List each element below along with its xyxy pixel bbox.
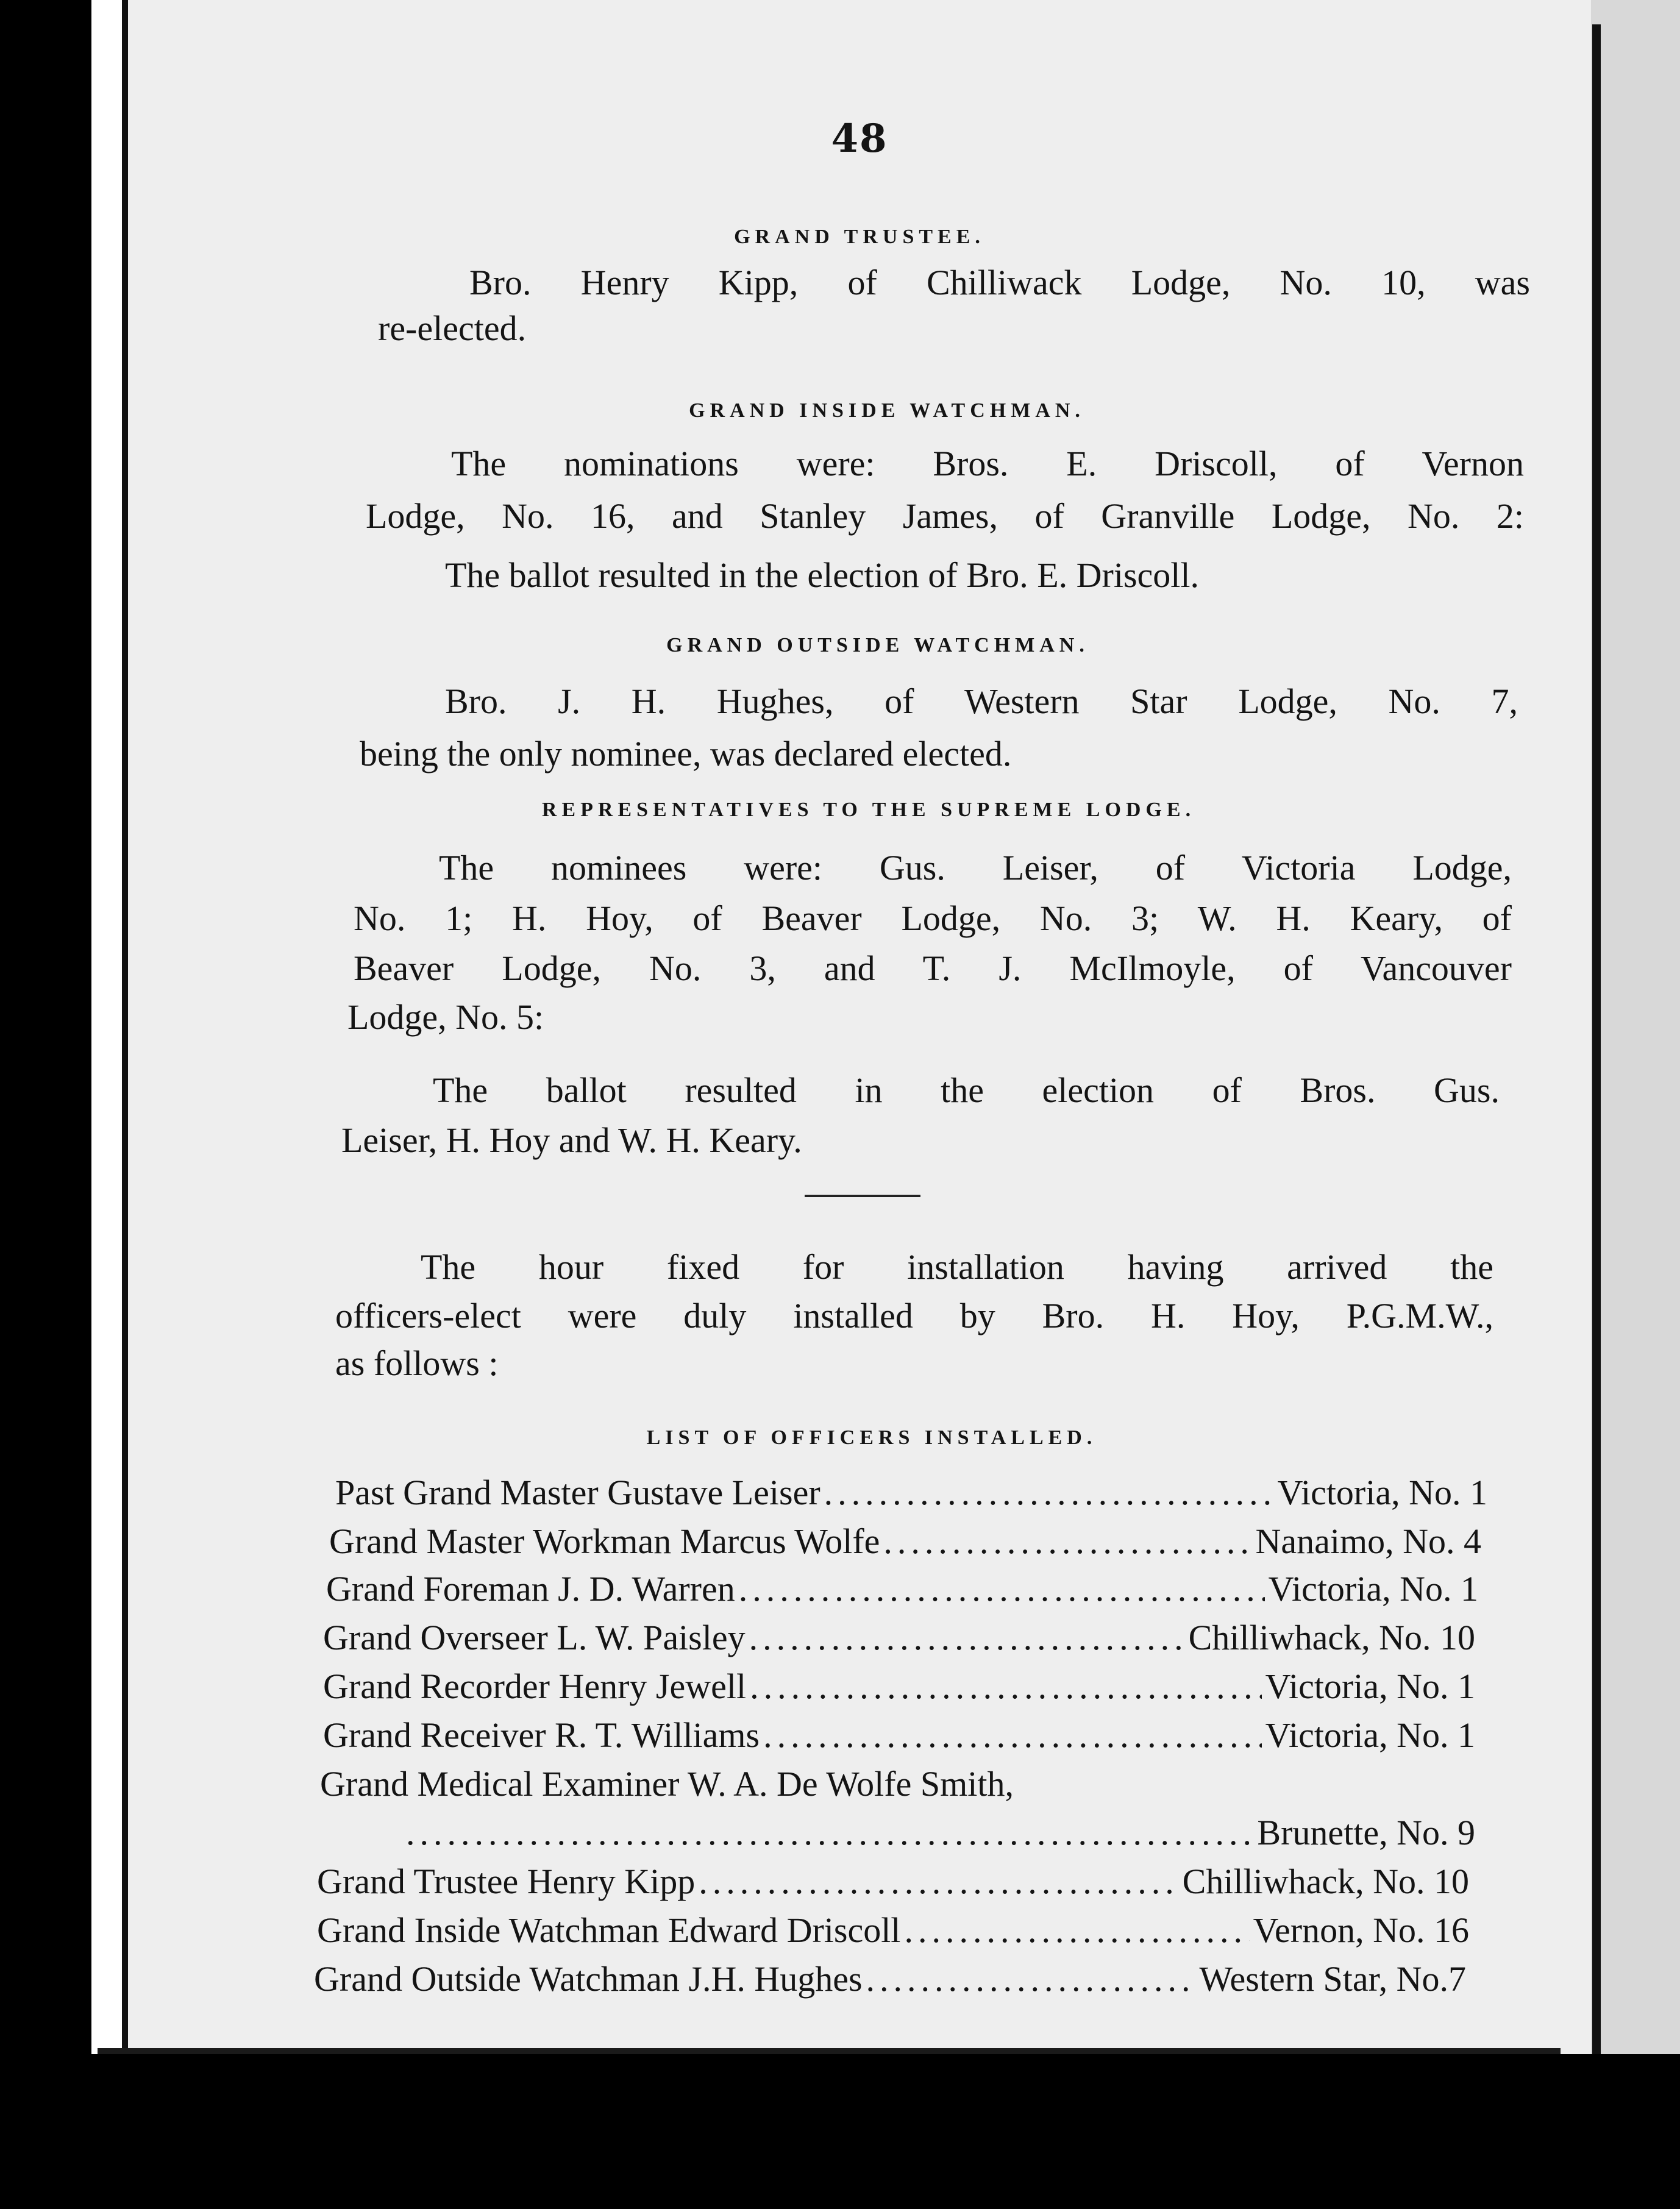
officer-name: Grand Outside Watchman J.H. Hughes <box>314 1959 863 1999</box>
officer-lodge: Victoria, No. 1 <box>1265 1667 1475 1706</box>
officer-lodge: Victoria, No. 1 <box>1268 1569 1478 1609</box>
section-separator <box>805 1195 920 1197</box>
officer-row-continuation <box>402 1809 1475 1857</box>
paragraph-line: The nominations were: Bros. E. Driscoll, of Vernon <box>451 444 1524 483</box>
officer-name: Grand Foreman J. D. Warren <box>326 1569 735 1609</box>
officer-name: Grand Overseer L. W. Paisley <box>323 1618 746 1657</box>
officer-name: Grand Receiver R. T. Williams <box>323 1715 760 1755</box>
officer-name: Grand Medical Examiner W. A. De Wolfe Smith, <box>320 1764 1014 1804</box>
paragraph-line: re-elected. <box>378 308 527 348</box>
officer-row <box>329 1518 1481 1565</box>
scan-left-border <box>0 0 91 2209</box>
heading-grand-trustee: GRAND TRUSTEE. <box>734 226 985 248</box>
heading-officers-installed: LIST OF OFFICERS INSTALLED. <box>646 1426 1097 1449</box>
paragraph-line: Bro. Henry Kipp, of Chilliwack Lodge, No. 10, was <box>469 263 1530 302</box>
scan-bottom-border <box>0 2054 1680 2209</box>
paragraph-line: Beaver Lodge, No. 3, and T. J. McIlmoyle, of Vancouver <box>354 948 1512 988</box>
scan-left-rule <box>91 0 106 2209</box>
paragraph-line: as follows : <box>335 1343 499 1383</box>
officer-name: Grand Recorder Henry Jewell <box>323 1667 747 1706</box>
officer-row <box>320 1760 1387 1808</box>
paragraph-line: officers-elect were duly installed by Bro. H. Hoy, P.G.M.W., <box>335 1296 1493 1336</box>
officer-name: Grand Trustee Henry Kipp <box>317 1862 696 1901</box>
paragraph-line: No. 1; H. Hoy, of Beaver Lodge, No. 3; W. H. Keary, of <box>354 898 1512 938</box>
paragraph-line: being the only nominee, was declared elected. <box>360 734 1012 774</box>
officer-lodge: Nanaimo, No. 4 <box>1255 1521 1481 1561</box>
officer-lodge: Western Star, No.7 <box>1199 1959 1466 1999</box>
leader-dots <box>699 1858 1178 1905</box>
officer-lodge: Chilliwhack, No. 10 <box>1188 1618 1475 1657</box>
officer-name: Grand Master Workman Marcus Wolfe <box>329 1521 880 1561</box>
leader-dots <box>904 1907 1249 1954</box>
paragraph-line: The ballot resulted in the election of Bros. Gus. <box>433 1070 1500 1110</box>
officer-row <box>317 1907 1469 1954</box>
paragraph-line: Bro. J. H. Hughes, of Western Star Lodge, No. 7, <box>445 681 1518 721</box>
leader-dots <box>750 1663 1261 1710</box>
scan-right-edge <box>1591 0 1680 2209</box>
paragraph-line: The nominees were: Gus. Leiser, of Victoria Lodge, <box>439 848 1512 888</box>
officer-row <box>335 1469 1487 1517</box>
paragraph-line: Leiser, H. Hoy and W. H. Keary. <box>341 1120 802 1160</box>
officer-row <box>323 1614 1475 1662</box>
officer-row <box>323 1663 1475 1710</box>
document-page <box>128 0 1591 2048</box>
leader-dots <box>406 1809 1253 1857</box>
officer-name: Grand Inside Watchman Edward Driscoll <box>317 1910 901 1950</box>
officer-lodge: Victoria, No. 1 <box>1277 1473 1487 1512</box>
leader-dots <box>866 1955 1196 2003</box>
leader-dots <box>824 1469 1274 1517</box>
officer-name: Past Grand Master Gustave Leiser <box>335 1473 820 1512</box>
officer-lodge: Chilliwhack, No. 10 <box>1182 1862 1469 1901</box>
scan-left-binding-line <box>122 0 128 2209</box>
scan-right-rule <box>1592 24 1601 2194</box>
officer-lodge: Brunette, No. 9 <box>1257 1813 1475 1852</box>
officer-row <box>314 1955 1466 2003</box>
paragraph-line: Lodge, No. 5: <box>347 997 544 1037</box>
paragraph-line: The hour fixed for installation having arrived the <box>421 1247 1493 1287</box>
officer-lodge: Vernon, No. 16 <box>1253 1910 1469 1950</box>
officer-row <box>326 1565 1478 1613</box>
leader-dots <box>739 1565 1265 1613</box>
officer-row <box>323 1712 1475 1759</box>
leader-dots <box>883 1518 1251 1565</box>
paragraph-line: Lodge, No. 16, and Stanley James, of Granville Lodge, No. 2: <box>366 496 1524 536</box>
officer-lodge: Victoria, No. 1 <box>1265 1715 1475 1755</box>
page-number: 48 <box>831 116 888 162</box>
paragraph-line: The ballot resulted in the election of Bro. E. Driscoll. <box>445 555 1200 595</box>
leader-dots <box>749 1614 1185 1662</box>
heading-grand-inside-watchman: GRAND INSIDE WATCHMAN. <box>689 399 1085 422</box>
heading-representatives: REPRESENTATIVES TO THE SUPREME LODGE. <box>541 799 1196 821</box>
officer-row <box>317 1858 1469 1905</box>
heading-grand-outside-watchman: GRAND OUTSIDE WATCHMAN. <box>666 634 1089 656</box>
leader-dots <box>763 1712 1262 1759</box>
scan-bottom-rule <box>98 2048 1561 2054</box>
